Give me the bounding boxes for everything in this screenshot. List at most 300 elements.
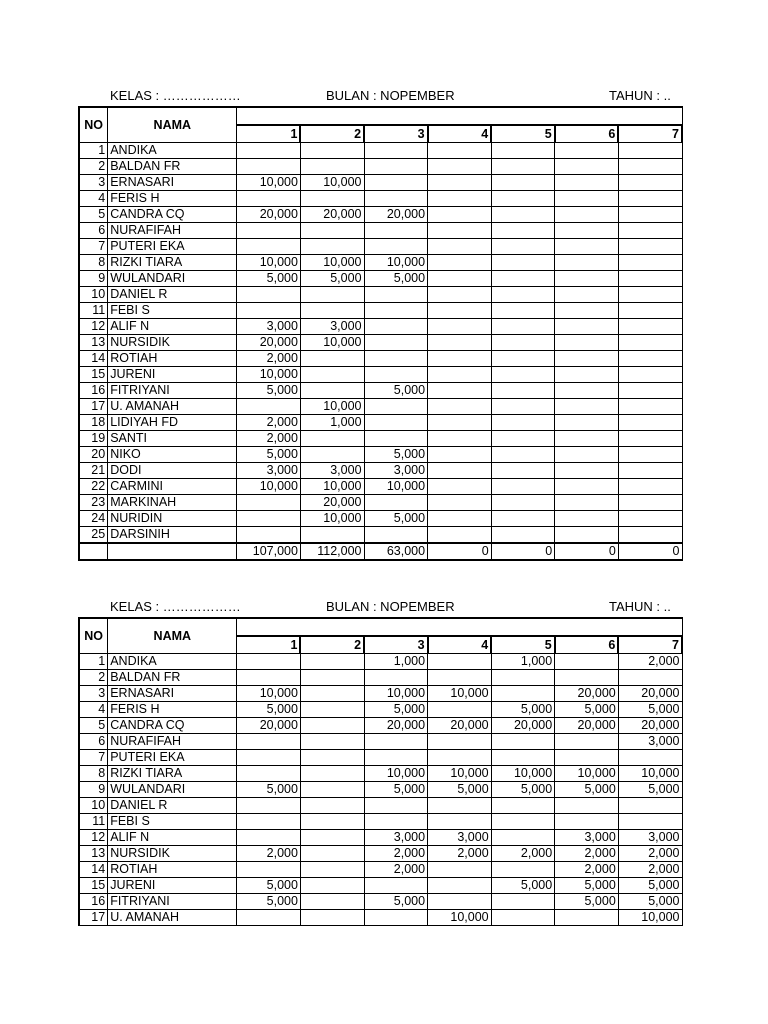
amount-cell	[491, 351, 555, 367]
amount-cell	[364, 287, 428, 303]
amount-cell	[428, 399, 492, 415]
student-name: JURENI	[108, 878, 237, 894]
row-number: 11	[79, 814, 108, 830]
row-number: 1	[79, 654, 108, 670]
table-row	[79, 143, 682, 159]
amount-cell	[555, 495, 619, 511]
amount-cell	[364, 159, 428, 175]
amount-cell	[428, 798, 492, 814]
row-number: 18	[79, 415, 108, 431]
amount-cell	[237, 191, 301, 207]
row-number: 9	[79, 782, 108, 798]
amount-cell: 2,000	[237, 431, 301, 447]
amount-cell: 20,000	[555, 718, 619, 734]
amount-cell	[300, 383, 364, 399]
amount-cell	[428, 383, 492, 399]
row-number: 6	[79, 734, 108, 750]
amount-cell	[300, 702, 364, 718]
student-name: NURIDIN	[108, 511, 237, 527]
amount-cell	[428, 654, 492, 670]
amount-cell	[300, 782, 364, 798]
amount-cell: 10,000	[618, 766, 682, 782]
table-row	[79, 718, 682, 734]
amount-cell: 10,000	[300, 479, 364, 495]
table-row	[79, 670, 682, 686]
amount-cell	[428, 143, 492, 159]
amount-cell	[555, 527, 619, 544]
student-name: LIDIYAH FD	[108, 415, 237, 431]
row-number: 3	[79, 175, 108, 191]
student-name: CANDRA CQ	[108, 207, 237, 223]
amount-cell	[618, 670, 682, 686]
day-header: 5	[491, 636, 555, 654]
day-header: 7	[618, 125, 682, 143]
amount-cell	[428, 367, 492, 383]
table-row	[79, 846, 682, 862]
amount-cell	[428, 702, 492, 718]
row-number: 17	[79, 399, 108, 415]
student-name: U. AMANAH	[108, 910, 237, 926]
amount-cell	[364, 367, 428, 383]
amount-cell	[555, 207, 619, 223]
table-row	[79, 287, 682, 303]
amount-cell: 5,000	[555, 782, 619, 798]
amount-cell	[364, 143, 428, 159]
row-number: 10	[79, 798, 108, 814]
row-number: 15	[79, 367, 108, 383]
amount-cell	[428, 750, 492, 766]
amount-cell	[364, 303, 428, 319]
amount-cell: 1,000	[300, 415, 364, 431]
student-name: FEBI S	[108, 303, 237, 319]
amount-cell	[237, 223, 301, 239]
amount-cell: 1,000	[364, 654, 428, 670]
student-name: RIZKI TIARA	[108, 766, 237, 782]
amount-cell	[618, 191, 682, 207]
day-header: 2	[300, 125, 364, 143]
amount-cell	[237, 399, 301, 415]
amount-cell	[491, 463, 555, 479]
amount-cell	[618, 495, 682, 511]
amount-cell	[555, 143, 619, 159]
row-number: 11	[79, 303, 108, 319]
student-name: NURAFIFAH	[108, 734, 237, 750]
row-number: 2	[79, 670, 108, 686]
total-cell: 0	[428, 543, 492, 560]
amount-cell	[618, 175, 682, 191]
amount-cell	[618, 750, 682, 766]
amount-cell	[618, 383, 682, 399]
amount-cell	[237, 159, 301, 175]
amount-cell	[428, 431, 492, 447]
amount-cell	[364, 814, 428, 830]
amount-cell	[237, 143, 301, 159]
amount-cell: 3,000	[237, 319, 301, 335]
total-cell: 0	[555, 543, 619, 560]
amount-cell: 20,000	[300, 207, 364, 223]
amount-cell	[491, 447, 555, 463]
amount-cell	[300, 670, 364, 686]
student-name: PUTERI EKA	[108, 750, 237, 766]
amount-cell	[555, 383, 619, 399]
row-number: 22	[79, 479, 108, 495]
amount-cell	[300, 367, 364, 383]
amount-cell	[491, 287, 555, 303]
amount-cell	[555, 303, 619, 319]
amount-cell: 5,000	[364, 271, 428, 287]
amount-cell	[618, 798, 682, 814]
amount-cell	[428, 191, 492, 207]
amount-cell	[237, 798, 301, 814]
amount-cell	[237, 670, 301, 686]
student-name: ALIF N	[108, 830, 237, 846]
amount-cell	[618, 351, 682, 367]
amount-cell	[555, 654, 619, 670]
student-name: BALDAN FR	[108, 670, 237, 686]
row-number: 15	[79, 878, 108, 894]
row-number: 12	[79, 319, 108, 335]
totals-row	[79, 543, 682, 560]
amount-cell	[491, 399, 555, 415]
amount-cell	[618, 335, 682, 351]
amount-cell	[428, 207, 492, 223]
amount-cell	[555, 367, 619, 383]
amount-cell	[618, 159, 682, 175]
amount-cell: 10,000	[237, 175, 301, 191]
student-name: DANIEL R	[108, 798, 237, 814]
amount-cell	[364, 878, 428, 894]
table-row	[79, 207, 682, 223]
amount-cell	[364, 351, 428, 367]
amount-cell: 10,000	[364, 686, 428, 702]
amount-cell: 2,000	[618, 654, 682, 670]
amount-cell: 10,000	[555, 766, 619, 782]
row-number: 24	[79, 511, 108, 527]
amount-cell	[491, 830, 555, 846]
amount-cell	[555, 159, 619, 175]
amount-cell: 5,000	[237, 894, 301, 910]
attendance-sheet-1	[78, 86, 680, 561]
amount-cell	[428, 303, 492, 319]
amount-cell: 20,000	[237, 207, 301, 223]
amount-cell	[428, 670, 492, 686]
amount-cell	[555, 670, 619, 686]
row-number: 5	[79, 718, 108, 734]
student-name: ROTIAH	[108, 862, 237, 878]
amount-cell	[237, 766, 301, 782]
table-row	[79, 303, 682, 319]
amount-cell	[300, 718, 364, 734]
amount-cell	[428, 271, 492, 287]
table-row	[79, 894, 682, 910]
table-row	[79, 383, 682, 399]
table-row	[79, 830, 682, 846]
amount-cell: 10,000	[428, 910, 492, 926]
amount-cell	[300, 846, 364, 862]
amount-cell: 3,000	[555, 830, 619, 846]
table-row	[79, 734, 682, 750]
table-row	[79, 447, 682, 463]
table-row	[79, 750, 682, 766]
amount-cell: 5,000	[555, 878, 619, 894]
amount-cell: 10,000	[300, 335, 364, 351]
day-header: 6	[555, 125, 619, 143]
amount-cell	[237, 511, 301, 527]
amount-cell	[364, 319, 428, 335]
amount-cell	[618, 367, 682, 383]
table-row	[79, 159, 682, 175]
amount-cell	[491, 175, 555, 191]
amount-cell	[300, 143, 364, 159]
kelas-label: KELAS : ………………	[110, 88, 241, 103]
amount-cell	[491, 910, 555, 926]
amount-cell	[300, 798, 364, 814]
amount-cell	[428, 878, 492, 894]
amount-cell: 2,000	[428, 846, 492, 862]
amount-cell	[300, 878, 364, 894]
student-name: FEBI S	[108, 814, 237, 830]
amount-cell	[555, 798, 619, 814]
student-name: ERNASARI	[108, 686, 237, 702]
row-number: 14	[79, 351, 108, 367]
amount-cell	[364, 175, 428, 191]
day-header: 1	[237, 125, 301, 143]
amount-cell: 10,000	[237, 367, 301, 383]
amount-cell: 3,000	[618, 830, 682, 846]
day-header: 3	[364, 636, 428, 654]
table-row	[79, 782, 682, 798]
amount-cell	[300, 686, 364, 702]
amount-cell	[364, 527, 428, 544]
amount-cell	[618, 814, 682, 830]
amount-cell	[364, 399, 428, 415]
student-name: WULANDARI	[108, 782, 237, 798]
day-header: 1	[237, 636, 301, 654]
amount-cell: 20,000	[237, 335, 301, 351]
table-row	[79, 319, 682, 335]
amount-cell: 20,000	[618, 686, 682, 702]
amount-cell	[428, 479, 492, 495]
student-name: FERIS H	[108, 702, 237, 718]
amount-cell	[237, 239, 301, 255]
amount-cell: 20,000	[364, 207, 428, 223]
amount-cell	[300, 814, 364, 830]
amount-cell	[300, 447, 364, 463]
payment-table	[78, 106, 683, 561]
amount-cell	[491, 239, 555, 255]
total-cell: 0	[618, 543, 682, 560]
table-row	[79, 191, 682, 207]
amount-cell	[428, 255, 492, 271]
amount-cell	[300, 239, 364, 255]
student-name: PUTERI EKA	[108, 239, 237, 255]
amount-cell	[555, 511, 619, 527]
amount-cell	[618, 527, 682, 544]
amount-cell: 10,000	[300, 511, 364, 527]
amount-cell: 20,000	[364, 718, 428, 734]
amount-cell	[491, 415, 555, 431]
amount-cell	[428, 511, 492, 527]
student-name: NURSIDIK	[108, 335, 237, 351]
table-row	[79, 814, 682, 830]
amount-cell	[364, 798, 428, 814]
amount-cell	[300, 654, 364, 670]
row-number: 4	[79, 702, 108, 718]
amount-cell	[555, 319, 619, 335]
amount-cell	[555, 351, 619, 367]
amount-cell	[491, 894, 555, 910]
row-number: 14	[79, 862, 108, 878]
student-name: SANTI	[108, 431, 237, 447]
table-row	[79, 175, 682, 191]
amount-cell: 5,000	[491, 782, 555, 798]
student-name: WULANDARI	[108, 271, 237, 287]
amount-cell: 5,000	[618, 782, 682, 798]
amount-cell: 1,000	[491, 654, 555, 670]
day-header: 3	[364, 125, 428, 143]
amount-cell	[618, 287, 682, 303]
amount-cell: 2,000	[237, 351, 301, 367]
amount-cell	[618, 255, 682, 271]
amount-cell: 5,000	[555, 894, 619, 910]
amount-cell	[428, 319, 492, 335]
amount-cell: 10,000	[428, 766, 492, 782]
amount-cell	[428, 159, 492, 175]
amount-cell	[428, 463, 492, 479]
no-header: NO	[79, 107, 108, 143]
day-header: 2	[300, 636, 364, 654]
row-number: 9	[79, 271, 108, 287]
amount-cell	[555, 750, 619, 766]
amount-cell	[300, 303, 364, 319]
bulan-label: BULAN : NOPEMBER	[326, 599, 455, 614]
amount-cell	[555, 734, 619, 750]
table-row	[79, 239, 682, 255]
amount-cell: 3,000	[428, 830, 492, 846]
student-name: ANDIKA	[108, 654, 237, 670]
row-number: 20	[79, 447, 108, 463]
amount-cell: 5,000	[364, 782, 428, 798]
amount-cell: 5,000	[237, 702, 301, 718]
row-number: 13	[79, 335, 108, 351]
amount-cell	[555, 239, 619, 255]
amount-cell: 2,000	[364, 862, 428, 878]
student-name: DODI	[108, 463, 237, 479]
student-name: U. AMANAH	[108, 399, 237, 415]
amount-cell	[618, 271, 682, 287]
amount-cell	[428, 175, 492, 191]
amount-cell	[491, 686, 555, 702]
student-name: FERIS H	[108, 191, 237, 207]
amount-cell	[364, 495, 428, 511]
no-header: NO	[79, 618, 108, 654]
amount-cell	[428, 495, 492, 511]
student-name: NURAFIFAH	[108, 223, 237, 239]
amount-cell	[300, 351, 364, 367]
amount-cell	[618, 511, 682, 527]
table-row	[79, 798, 682, 814]
row-number: 16	[79, 894, 108, 910]
row-number: 7	[79, 750, 108, 766]
amount-cell	[555, 191, 619, 207]
amount-cell	[491, 479, 555, 495]
student-name: CARMINI	[108, 479, 237, 495]
amount-cell	[491, 383, 555, 399]
payment-table	[78, 617, 683, 926]
day-header: 7	[618, 636, 682, 654]
table-row	[79, 367, 682, 383]
amount-cell: 5,000	[364, 894, 428, 910]
amount-cell	[300, 159, 364, 175]
nama-header: NAMA	[108, 618, 237, 654]
table-row	[79, 479, 682, 495]
amount-cell	[428, 447, 492, 463]
day-header: 5	[491, 125, 555, 143]
amount-cell	[237, 527, 301, 544]
table-row	[79, 910, 682, 926]
amount-cell	[237, 287, 301, 303]
table-row	[79, 654, 682, 670]
amount-cell	[300, 527, 364, 544]
amount-cell: 2,000	[237, 846, 301, 862]
amount-cell	[555, 335, 619, 351]
amount-cell: 5,000	[555, 702, 619, 718]
amount-cell	[491, 367, 555, 383]
table-row	[79, 702, 682, 718]
amount-cell	[555, 175, 619, 191]
amount-cell: 10,000	[300, 175, 364, 191]
amount-cell	[491, 207, 555, 223]
amount-cell	[555, 271, 619, 287]
student-name: ROTIAH	[108, 351, 237, 367]
student-name: NIKO	[108, 447, 237, 463]
table-row	[79, 271, 682, 287]
amount-cell	[237, 814, 301, 830]
amount-cell	[555, 447, 619, 463]
total-cell: 112,000	[300, 543, 364, 560]
amount-cell: 2,000	[237, 415, 301, 431]
amount-cell: 10,000	[618, 910, 682, 926]
amount-cell	[364, 335, 428, 351]
amount-cell	[618, 239, 682, 255]
row-number: 8	[79, 766, 108, 782]
amount-cell	[555, 479, 619, 495]
student-name: ALIF N	[108, 319, 237, 335]
nama-header: NAMA	[108, 107, 237, 143]
amount-cell	[428, 894, 492, 910]
amount-cell	[300, 191, 364, 207]
row-number: 25	[79, 527, 108, 544]
student-name: DANIEL R	[108, 287, 237, 303]
total-cell: 107,000	[237, 543, 301, 560]
amount-cell	[237, 910, 301, 926]
amount-cell	[618, 415, 682, 431]
tahun-label: TAHUN : ..	[609, 599, 671, 614]
amount-cell	[491, 511, 555, 527]
amount-cell: 5,000	[491, 878, 555, 894]
totals-label	[108, 543, 237, 560]
amount-cell: 3,000	[618, 734, 682, 750]
amount-cell: 20,000	[555, 686, 619, 702]
amount-cell	[237, 654, 301, 670]
tahun-label: TAHUN : ..	[609, 88, 671, 103]
amount-cell	[300, 766, 364, 782]
amount-cell: 10,000	[428, 686, 492, 702]
amount-cell: 20,000	[428, 718, 492, 734]
amount-cell	[491, 303, 555, 319]
amount-cell: 3,000	[300, 319, 364, 335]
amount-cell: 20,000	[237, 718, 301, 734]
